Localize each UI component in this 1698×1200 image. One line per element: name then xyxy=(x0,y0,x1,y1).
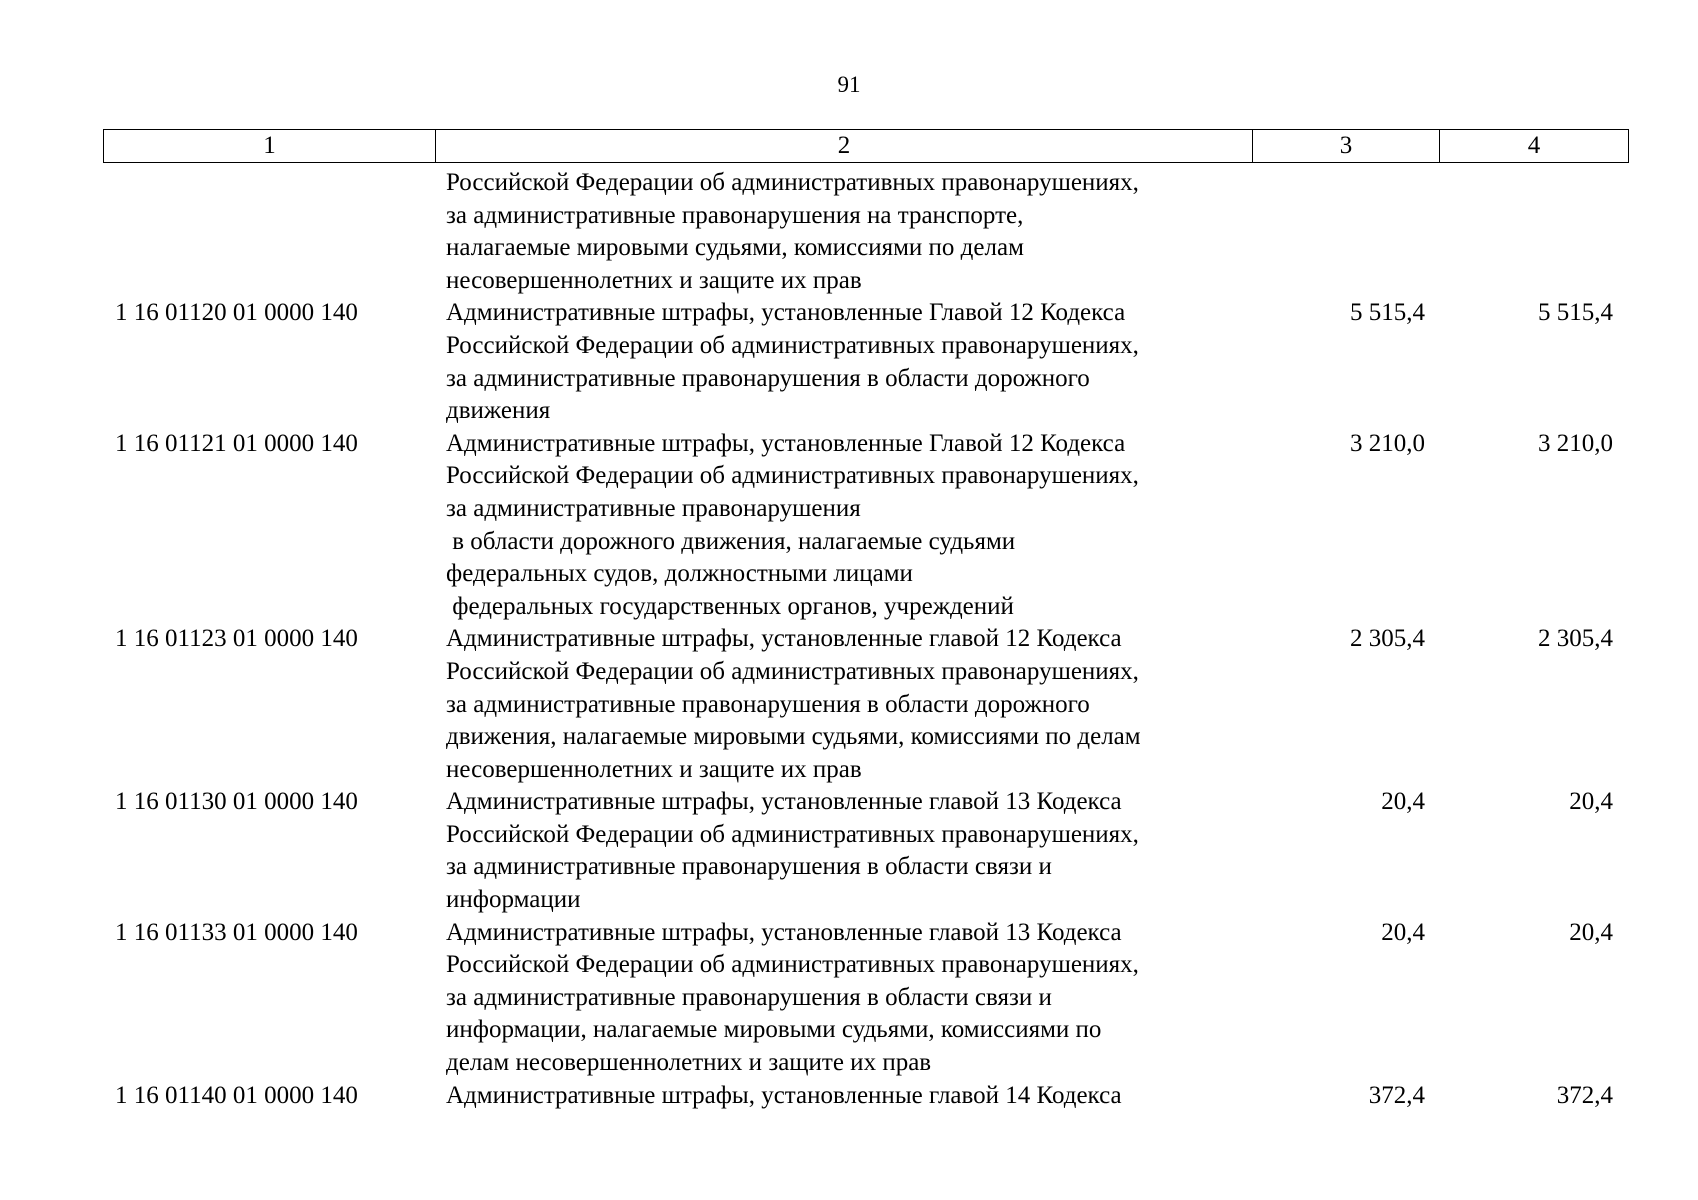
description-line: Административные штрафы, установленные главой 12 Кодекса xyxy=(446,625,1122,653)
budget-code: 1 16 01120 01 0000 140 xyxy=(115,299,358,327)
description-line: за административные правонарушения в области связи и xyxy=(446,983,1052,1011)
budget-description xyxy=(434,1080,1250,1113)
column-header-table xyxy=(103,129,1629,163)
table-body xyxy=(103,167,1624,1112)
description-line: за административные правонарушения в области дорожного xyxy=(446,364,1090,392)
budget-code: 1 16 01133 01 0000 140 xyxy=(115,918,358,946)
amount-col4: 3 210,0 xyxy=(1538,429,1613,457)
description-line: Российской Федерации об административных правонарушениях, xyxy=(446,657,1139,685)
amount-col3: 20,4 xyxy=(1381,788,1425,816)
amount-col3: 3 210,0 xyxy=(1350,429,1425,457)
column-header-4: 4 xyxy=(1440,130,1629,163)
description-line: информации xyxy=(446,886,581,914)
description-line: федеральных судов, должностными лицами xyxy=(446,560,913,588)
table-row xyxy=(103,917,1624,1080)
table-row xyxy=(103,428,1624,624)
table-row xyxy=(103,167,1624,297)
description-line: Российской Федерации об административных правонарушениях, xyxy=(446,820,1139,848)
table-row xyxy=(103,623,1624,786)
description-line: Административные штрафы, установленные главой 13 Кодекса xyxy=(446,788,1122,816)
budget-description xyxy=(434,428,1250,624)
column-header-row xyxy=(104,130,1629,163)
budget-description xyxy=(434,623,1250,786)
budget-code xyxy=(103,167,434,297)
amount-col4 xyxy=(1436,167,1624,297)
description-line: налагаемые мировыми судьями, комиссиями по делам xyxy=(446,234,1024,262)
amount-col3: 5 515,4 xyxy=(1350,299,1425,327)
table-row xyxy=(103,786,1624,916)
description-line: за административные правонарушения в области дорожного xyxy=(446,690,1090,718)
budget-description xyxy=(434,167,1250,297)
amount-col4: 2 305,4 xyxy=(1538,625,1613,653)
description-line: Административные штрафы, установленные главой 14 Кодекса xyxy=(446,1081,1122,1109)
description-line: несовершеннолетних и защите их прав xyxy=(446,266,862,294)
description-line: Административные штрафы, установленные Главой 12 Кодекса xyxy=(446,299,1126,327)
budget-code: 1 16 01123 01 0000 140 xyxy=(115,625,358,653)
amount-col3 xyxy=(1250,167,1436,297)
description-line: Российской Федерации об административных правонарушениях, xyxy=(446,331,1139,359)
budget-table xyxy=(103,167,1624,1112)
amount-col3: 20,4 xyxy=(1381,918,1425,946)
description-line: делам несовершеннолетних и защите их прав xyxy=(446,1049,932,1077)
amount-col3: 2 305,4 xyxy=(1350,625,1425,653)
amount-col4: 20,4 xyxy=(1569,918,1613,946)
budget-code: 1 16 01121 01 0000 140 xyxy=(115,429,358,457)
amount-col4: 20,4 xyxy=(1569,788,1613,816)
description-line: движения, налагаемые мировыми судьями, комиссиями по делам xyxy=(446,723,1141,751)
description-line: Российской Федерации об административных правонарушениях, xyxy=(446,951,1139,979)
budget-description xyxy=(434,917,1250,1080)
description-line: за административные правонарушения xyxy=(446,494,861,522)
page-number: 91 xyxy=(837,72,861,97)
amount-col3: 372,4 xyxy=(1368,1081,1425,1109)
table-row xyxy=(103,297,1624,427)
column-header-3: 3 xyxy=(1253,130,1440,163)
description-line: информации, налагаемые мировыми судьями, комиссиями по xyxy=(446,1016,1102,1044)
description-line: движения xyxy=(446,397,551,425)
description-line: Российской Федерации об административных правонарушениях, xyxy=(446,462,1139,490)
description-line: за административные правонарушения в области связи и xyxy=(446,853,1052,881)
description-line: несовершеннолетних и защите их прав xyxy=(446,755,862,783)
description-line: за административные правонарушения на транспорте, xyxy=(446,201,1024,229)
description-line: Российской Федерации об административных правонарушениях, xyxy=(446,169,1139,196)
description-line: Административные штрафы, установленные главой 13 Кодекса xyxy=(446,918,1122,946)
table-row xyxy=(103,1080,1624,1113)
amount-col4: 5 515,4 xyxy=(1538,299,1613,327)
budget-description xyxy=(434,786,1250,916)
budget-code: 1 16 01140 01 0000 140 xyxy=(115,1081,358,1109)
budget-code: 1 16 01130 01 0000 140 xyxy=(115,788,358,816)
column-header-1: 1 xyxy=(104,130,436,163)
description-line: федеральных государственных органов, учреждений xyxy=(446,592,1014,620)
budget-description xyxy=(434,297,1250,427)
description-line: Административные штрафы, установленные Главой 12 Кодекса xyxy=(446,429,1126,457)
description-line: в области дорожного движения, налагаемые судьями xyxy=(446,527,1016,555)
amount-col4: 372,4 xyxy=(1556,1081,1613,1109)
column-header-2: 2 xyxy=(436,130,1253,163)
